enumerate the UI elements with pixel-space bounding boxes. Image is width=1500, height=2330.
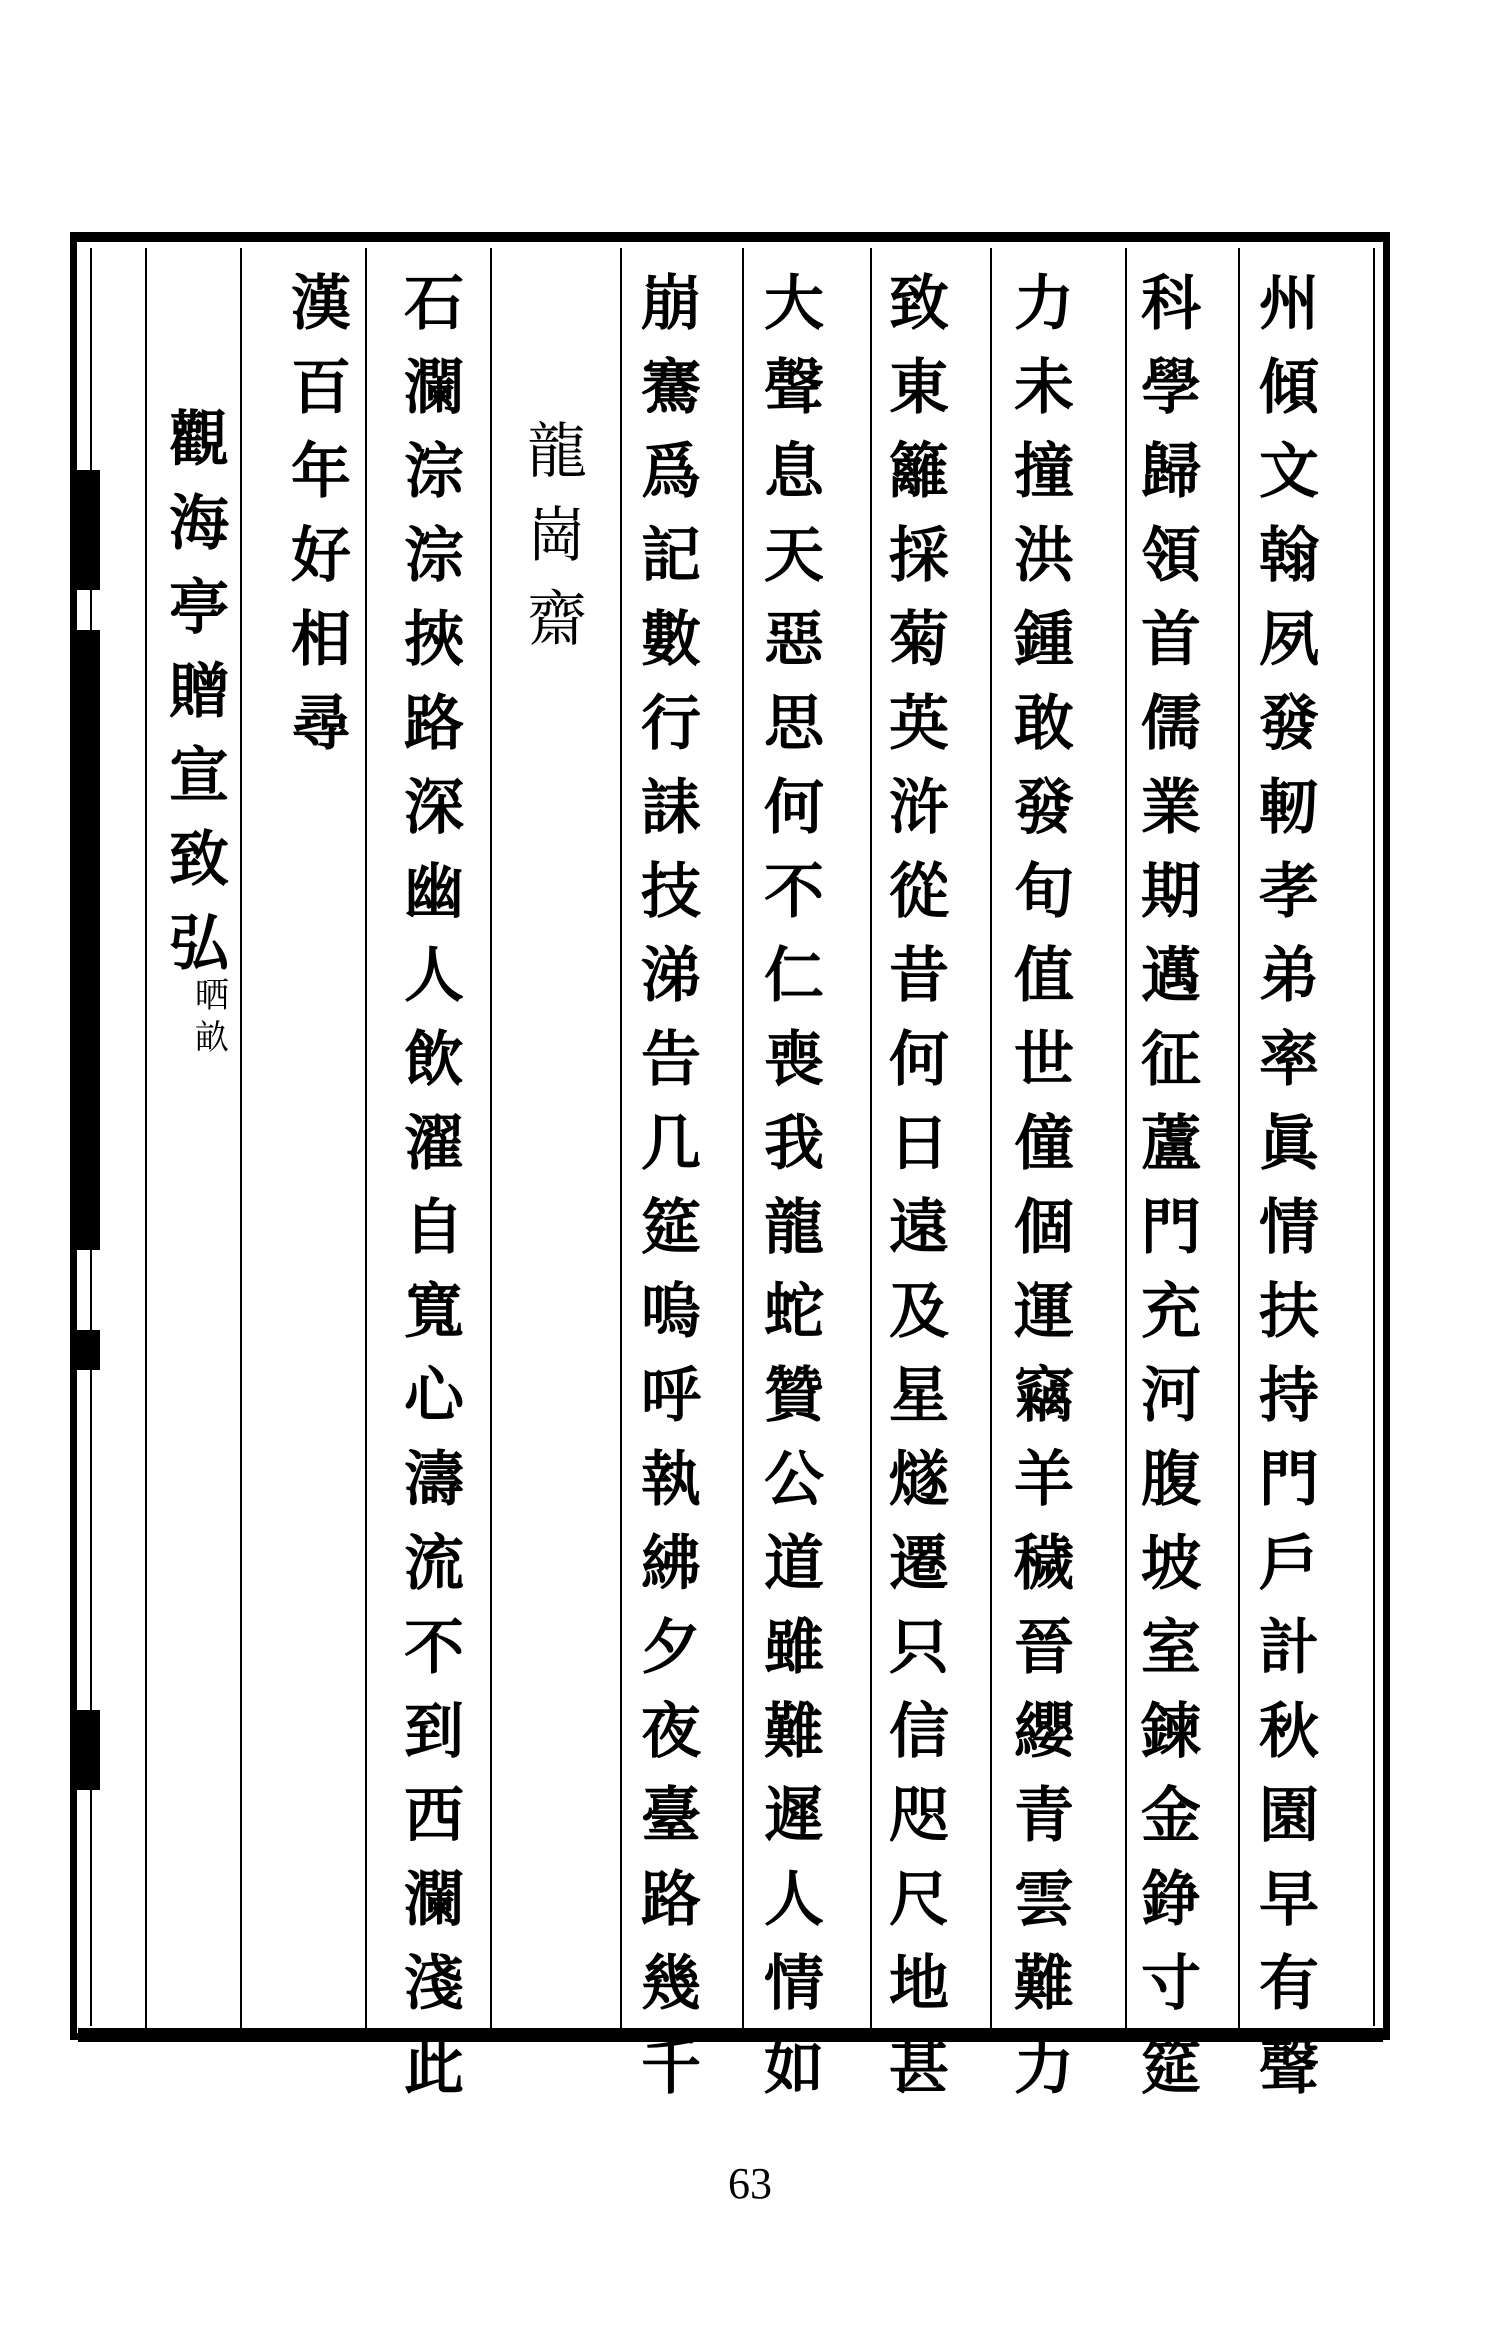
column-separator: [1125, 248, 1127, 2028]
column-text: 州傾文翰夙發軔孝弟率眞情扶持門戶計秋園早有聲: [1259, 269, 1319, 2103]
poem-title-column: [518, 410, 596, 2170]
text-column-5: [755, 262, 833, 2103]
text-column-3: [1005, 262, 1083, 2103]
column-separator: [240, 248, 242, 2028]
column-text: 漢百年好相尋: [291, 269, 351, 759]
poem-title: 觀海亭贈宣致弘: [169, 405, 229, 979]
column-separator: [145, 248, 147, 2028]
column-text: 致東籬採菊英浒從昔何日遠及星燧遷只信咫尺地甚: [889, 269, 949, 2103]
column-text: 崩騫爲記數行誄技涕告几筵嗚呼執紼夕夜臺路幾千: [641, 269, 701, 2103]
column-text: 科學歸領首儒業期邁征蘆門充河腹坡室鍊金錚寸筵: [1141, 269, 1201, 2103]
column-text: 大聲息天惡思何不仁喪我龍蛇贊公道雖難遲人情如: [764, 269, 824, 2103]
column-separator: [490, 248, 492, 2028]
column-separator: [990, 248, 992, 2028]
column-separator: [870, 248, 872, 2028]
column-text: 石瀾淙淙挾路深幽人飲濯自寬心濤流不到西瀾淺此: [404, 269, 464, 2103]
text-column-1: [1250, 262, 1328, 2103]
interlinear-note: 晒畝: [195, 976, 229, 1058]
text-column-8: [282, 262, 360, 2022]
poem-title: 龍崗齋: [527, 417, 587, 655]
column-separator: [620, 248, 622, 2028]
column-separator: [365, 248, 367, 2028]
column-text: 力未撞洪鍾敢發旬值世僮個運竊羊穢晉纓青雲難力: [1014, 269, 1074, 2103]
text-column-7: [395, 262, 473, 2103]
poem-title-column: [160, 398, 238, 2158]
text-column-6: [632, 262, 710, 2103]
column-separator: [1238, 248, 1240, 2028]
column-separator: [742, 248, 744, 2028]
page-number: 63: [728, 2159, 772, 2208]
spine-margin: [72, 470, 100, 1810]
text-column-2: [1132, 262, 1210, 2103]
text-column-4: [880, 262, 958, 2103]
